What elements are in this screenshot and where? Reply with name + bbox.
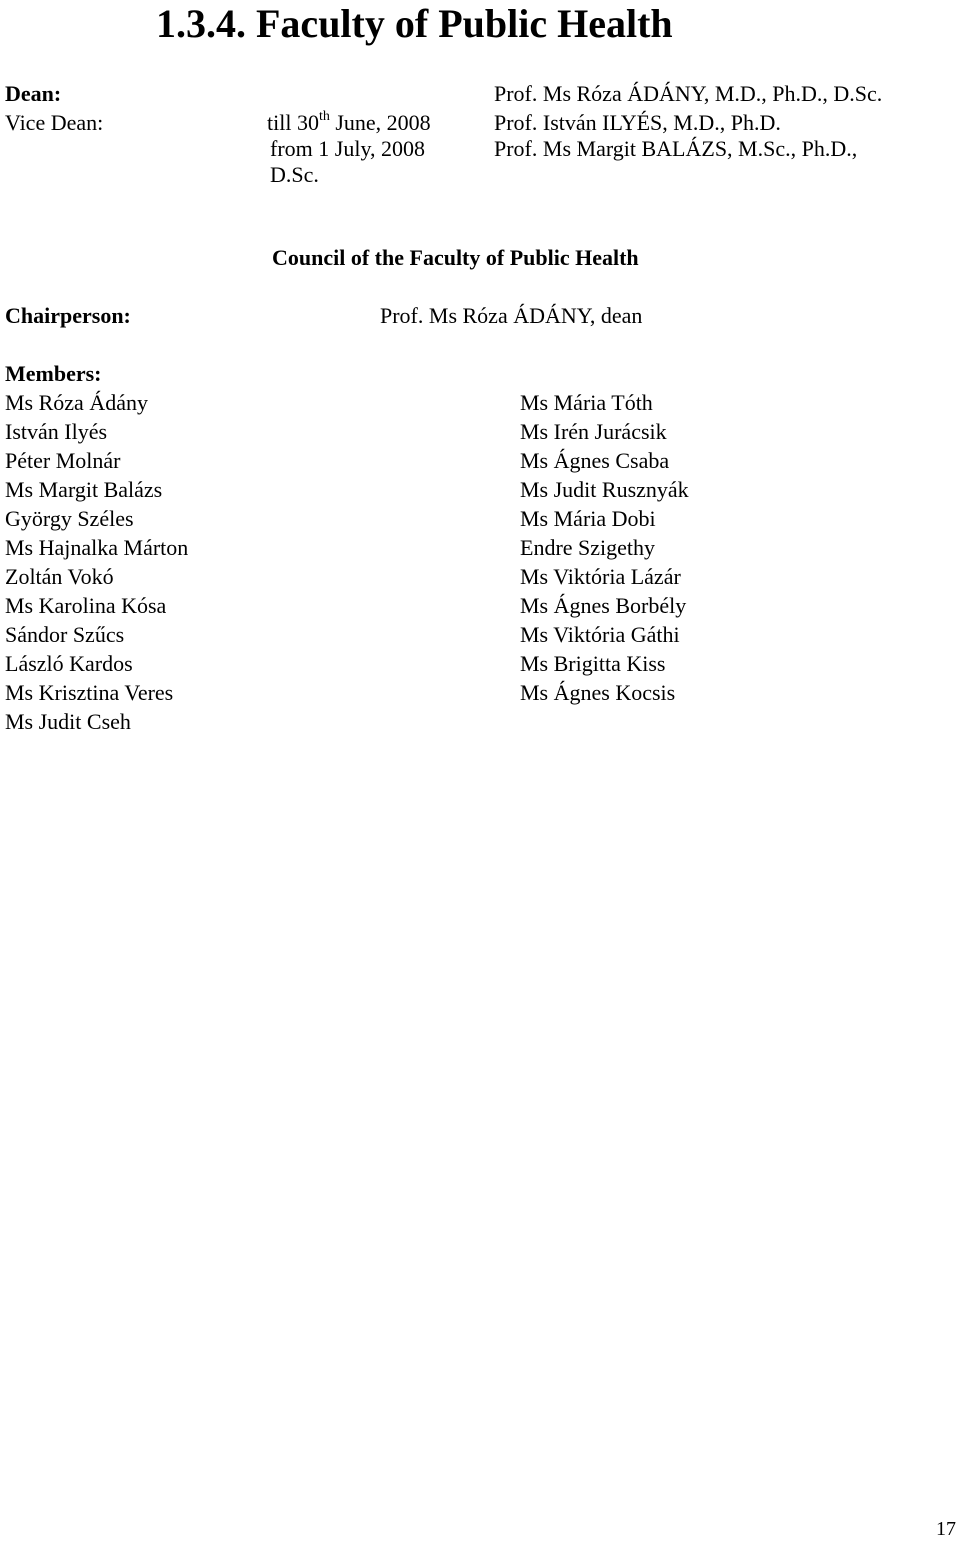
list-item: Ms Ágnes Csaba <box>520 448 670 473</box>
list-item: Ms Ágnes Borbély <box>520 593 687 618</box>
list-item: Ms Mária Tóth <box>520 390 653 415</box>
members-left-list <box>5 388 188 736</box>
list-item: Sándor Szűcs <box>5 622 125 647</box>
vice-dean-till-name: Prof. István ILYÉS, M.D., Ph.D. <box>494 110 781 135</box>
list-item: István Ilyés <box>5 419 108 444</box>
dean-name: Prof. Ms Róza ÁDÁNY, M.D., Ph.D., D.Sc. <box>494 81 883 106</box>
list-item: Ms Karolina Kósa <box>5 593 167 618</box>
list-item: Ms Judit Rusznyák <box>520 477 689 502</box>
dean-label: Dean: <box>5 81 62 106</box>
vice-dean-till-suffix: June, 2008 <box>329 110 431 135</box>
list-item: Endre Szigethy <box>520 535 656 560</box>
list-item: Ms Mária Dobi <box>520 506 656 531</box>
page-title: 1.3.4. Faculty of Public Health <box>156 1 673 46</box>
list-item: Ms Margit Balázs <box>5 477 163 502</box>
list-item: György Széles <box>5 506 134 531</box>
list-item: Ms Irén Jurácsik <box>520 419 667 444</box>
list-item: Ms Róza Ádány <box>5 390 148 415</box>
vice-dean-from-date: from 1 July, 2008 <box>270 136 426 161</box>
page-number: 17 <box>936 1518 956 1540</box>
list-item: Ms Judit Cseh <box>5 709 131 734</box>
vice-dean-label: Vice Dean: <box>5 110 104 135</box>
chairperson-name: Prof. Ms Róza ÁDÁNY, dean <box>380 303 643 328</box>
list-item: Ms Krisztina Veres <box>5 680 174 705</box>
list-item: Péter Molnár <box>5 448 121 473</box>
chairperson-label: Chairperson: <box>5 303 131 328</box>
list-item: Ms Viktória Gáthi <box>520 622 680 647</box>
list-item: Zoltán Vokó <box>5 564 114 589</box>
council-title: Council of the Faculty of Public Health <box>272 245 639 270</box>
members-label: Members: <box>5 361 102 386</box>
list-item: Ms Hajnalka Márton <box>5 535 189 560</box>
list-item: Ms Brigitta Kiss <box>520 651 666 676</box>
vice-dean-till-sup: th <box>318 108 330 124</box>
vice-dean-till-date <box>267 108 431 137</box>
vice-dean-till-prefix: till 30 <box>267 110 319 135</box>
list-item: László Kardos <box>5 651 133 676</box>
vice-dean-from-name-cont: D.Sc. <box>270 162 319 187</box>
vice-dean-from-name: Prof. Ms Margit BALÁZS, M.Sc., Ph.D., <box>494 136 858 161</box>
list-item: Ms Viktória Lázár <box>520 564 681 589</box>
list-item: Ms Ágnes Kocsis <box>520 680 676 705</box>
members-right-list <box>520 388 689 707</box>
